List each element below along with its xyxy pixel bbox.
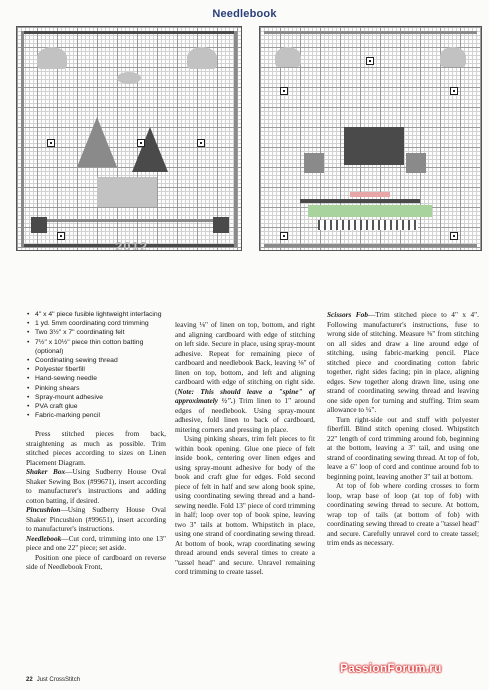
chart-tree-motif (77, 117, 117, 167)
chart-heart-motif (187, 47, 217, 69)
chart-corner-block (31, 217, 47, 233)
materials-item: • 7½" x 10½" piece thin cotton batting (optional) (26, 338, 166, 356)
chart-heart-motif (37, 47, 67, 69)
chart-block-motif (304, 153, 324, 173)
materials-item: • Fabric-marking pencil (26, 411, 166, 420)
page-title: Needlebook (212, 8, 277, 20)
cross-stitch-chart-needlebook-left (16, 26, 242, 251)
note-text: Note: This should leave a "spine" of approximately ½". (175, 386, 315, 405)
intro-paragraph: Press stitched pieces from back, straightening as much as possible. Trim stitched pieces according to sizes on Linen Placement Diagram. (26, 429, 166, 467)
materials-item: • PVA craft glue (26, 402, 166, 411)
magazine-name: Just CrossStitch (36, 677, 81, 683)
section-heading: Needlebook (26, 533, 62, 543)
section-heading: Pincushion (26, 505, 61, 515)
materials-item: • Coordinating sewing thread (26, 356, 166, 365)
chart-center-marker (450, 232, 458, 240)
chart-center-marker (450, 87, 458, 95)
chart-center-marker (197, 139, 205, 147)
chart-border-top (21, 31, 237, 34)
chart-stripe (37, 219, 221, 222)
page-number: 22 (26, 677, 33, 683)
tassel-paragraph: At top of fob where cording crosses to form loop, wrap base of loop (at top of fob) with coordinating sewing thread to secure. At bottom, wrap top of tails (at bottom of fob) with coordinating sewing thread to create a "tassel head" and secure. Carefully unravel cord to create tassel; trim ends as necessary. (327, 481, 479, 547)
needlebook-paragraph: Needlebook—Cut cord, trimming into one 13" piece and one 22" piece; set aside. (26, 533, 166, 553)
chart-center-marker (366, 57, 374, 65)
chart-center-marker (57, 232, 65, 240)
position-paragraph: Position one piece of cardboard on reverse side of Needlebook Front, (26, 552, 166, 572)
page-footer (26, 677, 80, 683)
scissors-fob-paragraph: Scissors Fob—Trim stitched piece to 4" x 4". Following manufacturer's instructions, fuse to wrong side of stitching. Measure ⅜" from stitching on all sides and draw a line around edge of stitching, using fabric-marking pencil. Place stitched piece and coordinating cotton fabric together, right sides facing; pin in place, aligning edges. Sew together along drawn line, using one strand of coordinating sewing thread and leaving one side open for turning and stuffing. Trim seam allowance to ¼". (327, 310, 479, 414)
materials-list (26, 310, 166, 420)
shaker-box-paragraph: Shaker Box—Using Sudberry House Oval Shaker Sewing Box (#99671), insert according to manufacturer's instructions and adding cotton batting, if desired. (26, 467, 166, 505)
needlebook-paragraph-cont: leaving ⅛" of linen on top, bottom, and right and aligning cardboard with edge of stitching on left side. Secure in place, using spray-mount adhesive. Repeat for remaining piece of cardboard and needlebook Back, leaving ⅛" of linen on top, bottom, and left and aligning cardboard with edge of stitching on right side. (Note: This should leave a "spine" of approximately ½".) Trim linen to 1" around edges of needlebook. Using spray-mount adhesive, fold linen to back of cardboard, mitering corners and pressing in place. (175, 320, 315, 434)
chart-spool-motif (344, 127, 404, 165)
materials-item: • 4" x 4" piece fusible lightweight interfacing (26, 310, 166, 319)
section-heading: Scissors Fob (327, 310, 368, 319)
materials-item: • Polyester fiberfill (26, 365, 166, 374)
chart-stripe-band (318, 220, 418, 230)
watermark: PassionForum.ru (340, 661, 442, 675)
section-heading: Shaker Box (26, 467, 66, 477)
column-1 (26, 310, 166, 572)
materials-item: • Hand-sewing needle (26, 374, 166, 383)
chart-bird-motif (117, 72, 141, 84)
chart-border-right (234, 31, 237, 247)
column-3 (327, 310, 479, 548)
chart-year-label: 2012 (115, 239, 148, 251)
chart-border-bottom (264, 244, 477, 247)
pincushion-paragraph: Pincushion—Using Sudberry House Oval Shaker Pincushion (#99651), insert according to manufacturer's instructions. (26, 505, 166, 534)
chart-heart-motif (275, 47, 301, 67)
chart-center-marker (47, 139, 55, 147)
chart-center-marker (137, 139, 145, 147)
materials-item: • Pinking shears (26, 384, 166, 393)
chart-dark-band (300, 199, 420, 203)
chart-tree-motif (132, 127, 168, 172)
chart-center-marker (280, 87, 288, 95)
column-2 (175, 320, 315, 577)
chart-heart-motif (440, 47, 466, 67)
chart-pink-band (350, 192, 390, 197)
felt-paragraph: Using pinking shears, trim felt pieces to fit within book opening. Glue one piece of felt inside book, centering over linen edges and using spray-mount adhesive for body of the book and craft glue for edges. Fold second piece of felt in half and sew along book spine, using coordinating sewing thread and a hand-sewing needle. Fold 13" piece of cord trimming in half; loop over top of book spine, leaving two 3" tails at bottom. Whipstitch in place, using one strand of coordinating sewing thread. At bottom of book, wrap coordinating sewing thread around ends several times to create a "tassel head" and secure. Unravel remaining cord trimming to create tassel. (175, 434, 315, 576)
chart-border-left (21, 31, 24, 247)
cross-stitch-chart-scissors-fob-right (259, 26, 482, 251)
materials-item: • 1 yd. 5mm coordinating cord trimming (26, 319, 166, 328)
chart-house-motif (97, 177, 157, 207)
materials-item: • Spray-mount adhesive (26, 393, 166, 402)
instructions-text (26, 310, 482, 682)
chart-center-marker (280, 232, 288, 240)
chart-border-top (264, 31, 477, 34)
materials-item: • Two 3½" x 7" coordinating felt (26, 328, 166, 337)
chart-green-band (308, 205, 432, 217)
stuffing-paragraph: Turn right-side out and stuff with polyester fiberfill. Blind stitch opening closed. Whipstitch 22" length of cord trimming around fob, beginning at the bottom, leaving a 3" tail, and using one strand of coordinating sewing thread. At top of fob, leave a 6" loop of cord and continue around fob to beginning point, leaving another 3" tail at bottom. (327, 414, 479, 481)
chart-block-motif (406, 153, 426, 173)
chart-corner-block (213, 217, 229, 233)
